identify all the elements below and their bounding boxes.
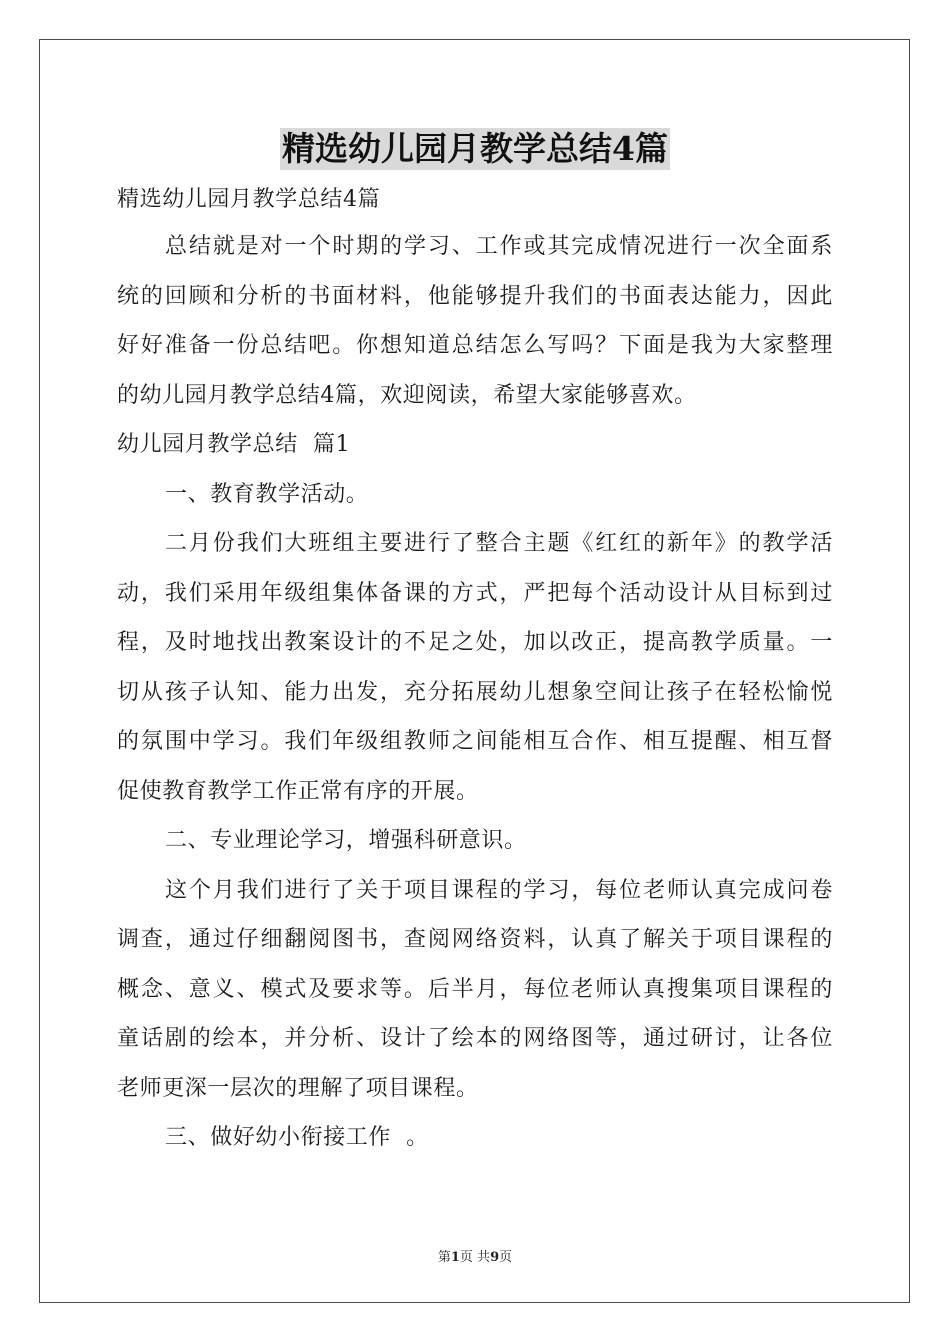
text-line: 的幼儿园月教学总结4篇，欢迎阅读，希望大家能够喜欢。	[117, 382, 697, 408]
text-line: 统的回顾和分析的书面材料，他能够提升我们的书面表达能力，因此	[117, 283, 833, 309]
text-line: 老师更深一层次的理解了项目课程。	[117, 1075, 479, 1101]
text-line: 二月份我们大班组主要进行了整合主题《红红的新年》的教学活	[165, 531, 833, 556]
footer-page-current: 1	[450, 1250, 460, 1265]
text-line: 的氛围中学习。我们年级组教师之间能相互合作、相互提醒、相互督	[117, 729, 833, 754]
text-line: 一、教育教学活动。	[165, 481, 369, 507]
text-line: 好好准备一份总结吧。你想知道总结怎么写吗？下面是我为大家整理	[117, 333, 833, 358]
text-line: 动，我们采用年级组集体备课的方式，严把每个活动设计从目标到过	[117, 580, 833, 606]
title-container	[0, 128, 950, 170]
text-line: 概念、意义、模式及要求等。后半月，每位老师认真搜集项目课程的	[117, 976, 833, 1002]
text-line: 这个月我们进行了关于项目课程的学习，每位老师认真完成问卷	[165, 877, 833, 903]
text-line: 程，及时地找出教案设计的不足之处，加以改正，提高教学质量。一	[117, 630, 833, 655]
text-line: 调查，通过仔细翻阅图书，查阅网络资料，认真了解关于项目课程的	[117, 927, 833, 952]
footer-page-total: 9	[490, 1250, 500, 1265]
document-title: 精选幼儿园月教学总结4篇	[282, 129, 668, 168]
paragraph-lines	[117, 222, 833, 1163]
text-line: 促使教育教学工作正常有序的开展。	[117, 778, 479, 804]
text-line: 童话剧的绘本，并分析、设计了绘本的网络图等，通过研讨，让各位	[117, 1026, 833, 1051]
text-line: 三、做好幼小衔接工作 。	[165, 1125, 429, 1150]
text-line: 幼儿园月教学总结 篇1	[117, 432, 351, 457]
page-footer	[0, 1246, 950, 1265]
footer-page-label-mid: 页 共	[459, 1250, 491, 1265]
document-subtitle: 精选幼儿园月教学总结4篇	[117, 187, 381, 212]
text-line: 切从孩子认知、能力出发，充分拓展幼儿想象空间让孩子在轻松愉悦	[117, 679, 833, 705]
text-line: 总结就是对一个时期的学习、工作或其完成情况进行一次全面系	[165, 234, 833, 259]
document-body	[117, 178, 833, 1163]
footer-page-label-pre: 第	[437, 1250, 451, 1265]
text-line: 二、专业理论学习，增强科研意识。	[165, 828, 527, 853]
footer-page-label-post: 页	[499, 1250, 513, 1265]
